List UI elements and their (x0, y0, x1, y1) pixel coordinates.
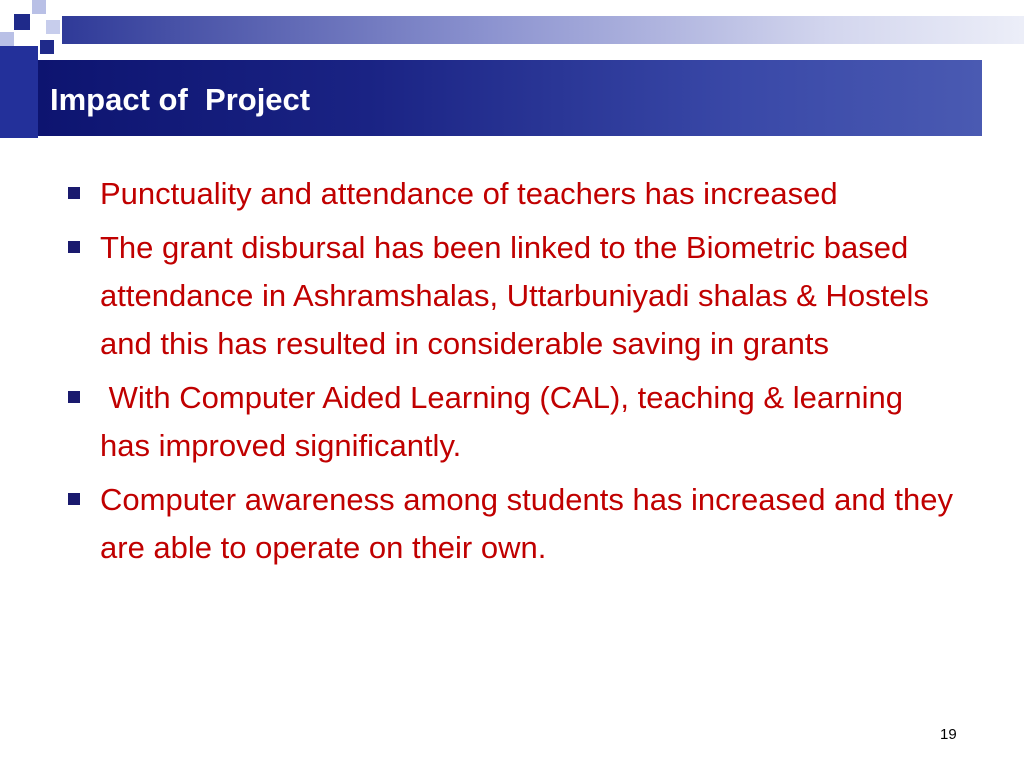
decor-square (46, 20, 60, 34)
slide-title: Impact of Project (50, 82, 311, 117)
square-bullet-icon (68, 187, 80, 199)
bullet-text: With Computer Aided Learning (CAL), teaching & learning has improved significantly. (100, 380, 912, 463)
bullet-item (60, 170, 960, 218)
decor-square (32, 0, 46, 14)
title-band (38, 60, 982, 136)
bullet-text: The grant disbursal has been linked to the Biometric based attendance in Ashramshalas, Uttarbuniyadi shalas & Hostels and this has resulted in considerable saving in grants (100, 230, 938, 361)
decor-square (14, 14, 30, 30)
bullet-list (60, 170, 960, 578)
square-bullet-icon (68, 391, 80, 403)
square-bullet-icon (68, 493, 80, 505)
page-number: 19 (940, 726, 957, 743)
top-gradient-bar (62, 16, 1024, 44)
bullet-text: Computer awareness among students has increased and they are able to operate on their own. (100, 482, 962, 565)
square-bullet-icon (68, 241, 80, 253)
decor-square (40, 40, 54, 54)
bullet-text: Punctuality and attendance of teachers has increased (100, 176, 838, 211)
bullet-item (60, 374, 960, 470)
bullet-item (60, 224, 960, 368)
left-accent-strip (0, 46, 38, 138)
decor-square (0, 32, 14, 46)
bullet-item (60, 476, 960, 572)
